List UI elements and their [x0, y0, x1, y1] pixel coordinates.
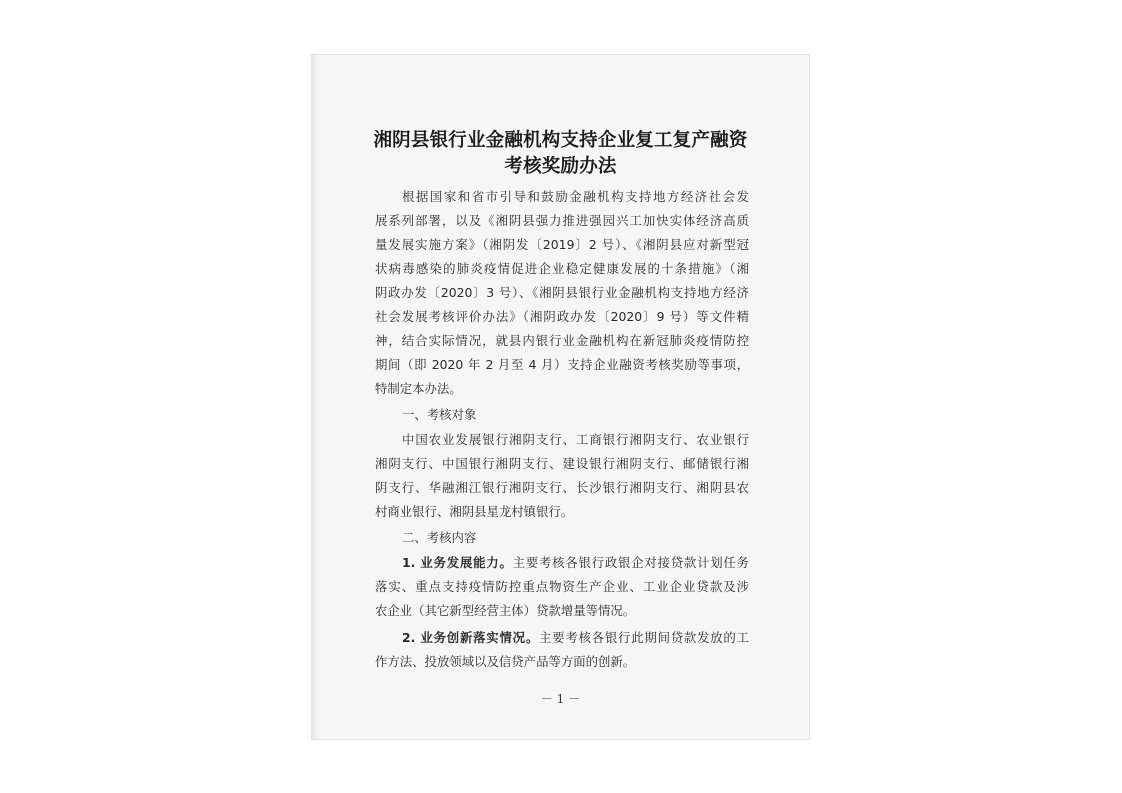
- paragraph-line: 湘阴支行、中国银行湘阴支行、建设银行湘阴支行、邮储银行湘: [375, 456, 749, 471]
- section-1-heading: 一、考核对象: [402, 407, 477, 422]
- item-1-text: 主要考核各银行政银企对接贷款计划任务: [512, 555, 750, 570]
- page-number: － 1 －: [540, 692, 581, 706]
- paragraph-line: 特制定本办法。: [375, 381, 462, 396]
- paragraph-line: 神，结合实际情况，就县内银行业金融机构在新冠肺炎疫情防控: [375, 333, 749, 348]
- paragraph-line: 作方法、投放领域以及信贷产品等方面的创新。: [375, 654, 636, 669]
- paragraph-line: 状病毒感染的肺炎疫情促进企业稳定健康发展的十条措施》（湘: [375, 261, 749, 276]
- item-2-text: 主要考核各银行此期间贷款发放的工: [539, 630, 749, 645]
- paragraph-line: 展系列部署，以及《湘阴县强力推进强园兴工加快实体经济高质: [375, 213, 749, 228]
- scanned-page: [311, 54, 810, 740]
- paragraph-line: 阴支行、华融湘江银行湘阴支行、长沙银行湘阴支行、湘阴县农: [375, 480, 749, 495]
- paragraph-line: 社会发展考核评价办法》（湘阴政办发〔2020〕9 号）等文件精: [375, 309, 749, 324]
- paragraph-line: 阴政办发〔2020〕3 号）、《湘阴县银行业金融机构支持地方经济: [375, 285, 749, 300]
- section-2-heading: 二、考核内容: [402, 530, 477, 545]
- paragraph-line: 落实、重点支持疫情防控重点物资生产企业、工业企业贷款及涉: [375, 579, 749, 594]
- item-1-lead: 1. 业务发展能力。: [402, 555, 513, 570]
- paragraph-line: 期间（即 2020 年 2 月至 4 月）支持企业融资考核奖励等事项，: [375, 357, 749, 372]
- paragraph-line: [402, 628, 749, 646]
- paragraph-line: 村商业银行、湘阴县星龙村镇银行。: [375, 504, 574, 519]
- paragraph-line: [402, 553, 749, 571]
- paragraph-line: 农企业（其它新型经营主体）贷款增量等情况。: [375, 603, 636, 618]
- paragraph-line: 中国农业发展银行湘阴支行、工商银行湘阴支行、农业银行: [402, 432, 749, 447]
- item-2-lead: 2. 业务创新落实情况。: [402, 630, 539, 645]
- document-title-line-2: 考核奖励办法: [504, 156, 617, 177]
- document-title-line-1: 湘阴县银行业金融机构支持企业复工复产融资: [373, 130, 748, 151]
- paragraph-line: 量发展实施方案》（湘阴发〔2019〕2 号）、《湘阴县应对新型冠: [375, 237, 749, 252]
- paragraph-line: 根据国家和省市引导和鼓励金融机构支持地方经济社会发: [402, 189, 749, 204]
